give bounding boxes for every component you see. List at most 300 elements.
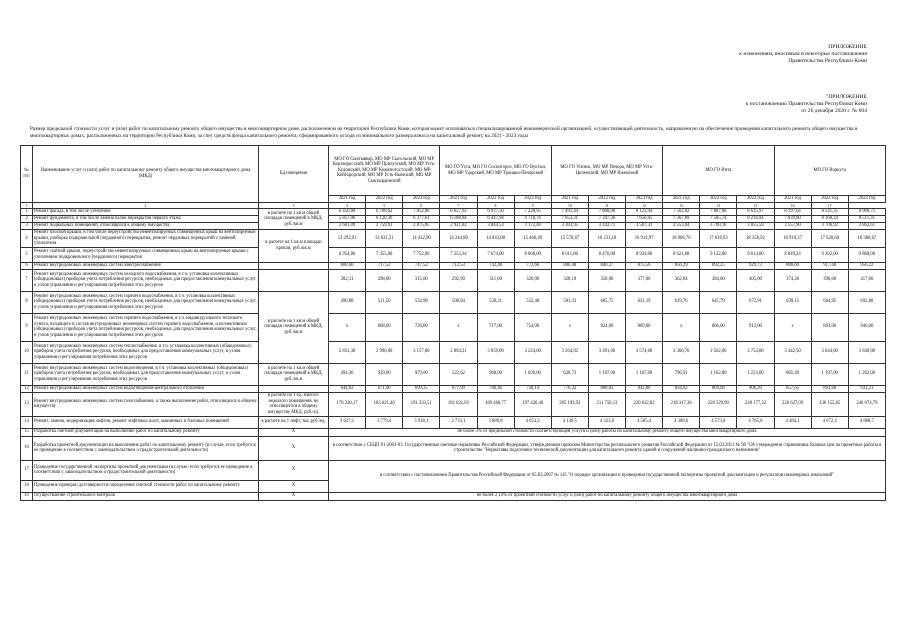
table-row [21, 313, 886, 341]
unit-of-measure: X [259, 436, 329, 460]
unit-of-measure [259, 269, 329, 291]
header-line: к изменениям, вносимым в некоторые постановления [739, 51, 867, 57]
work-name: Осуществление строительного контроля [33, 492, 259, 500]
col-header-group: МО ГО Сыктывкар, МО МР Сысольский, МО МР Корткеросский, МО МР Прилузский, МО МР Усть-Куломский, МО МР Княжпогостский, МО МР Койгородский, МО МР Усть-Вымский, МО МР Сыктывдинский [329, 146, 440, 196]
cost-value: x [329, 313, 366, 341]
table-row [21, 385, 886, 392]
cost-value: 869,68 [700, 385, 737, 392]
cost-value: 671,06 [366, 385, 403, 392]
cost-value: 8 216,94 [737, 216, 774, 223]
cost-value: 3 562,00 [700, 341, 737, 363]
cost-value: 2 681,09 [329, 223, 366, 230]
attachment-header [637, 44, 867, 65]
cost-value: 3 059,00 [477, 341, 514, 363]
cost-value: 968,00 [477, 363, 514, 385]
cost-value: 552,48 [514, 291, 551, 313]
cost-value: 940,00 [848, 313, 885, 341]
cost-value: x [440, 313, 477, 341]
unit-of-measure: X [259, 492, 329, 500]
col-header-group: МО ГО Усинск, МО МР Печора, МО МР Усть-Цилемский, МО МР Ижемский [551, 146, 662, 196]
cost-value: 7 228,95 [514, 209, 551, 216]
cost-value: 2 996,00 [366, 341, 403, 363]
cost-value: 211 750,13 [588, 392, 625, 416]
cost-value: 14 244,80 [440, 230, 477, 248]
table-row [21, 223, 886, 230]
table-row [21, 216, 886, 223]
cost-value: 824,00 [588, 313, 625, 341]
cost-value: 181 831,83 [440, 392, 477, 416]
row-number: 5 [21, 247, 33, 262]
cost-value: 639,15 [774, 291, 811, 313]
cost-value: 176 320,17 [329, 392, 366, 416]
cost-value: 742,48 [477, 262, 514, 269]
cost-value: 17 618,93 [700, 230, 737, 248]
cost-value: 326,00 [514, 269, 551, 291]
row-number: 1 [21, 209, 33, 216]
cost-value: 4 053,2 [514, 416, 551, 428]
cost-value: 3 862,61 [848, 223, 885, 230]
header-line: ПРИЛОЖЕНИЕ [828, 44, 867, 50]
column-number: 16 [774, 203, 811, 209]
cost-value: 1 197,00 [811, 363, 848, 385]
cost-value: 796,91 [663, 363, 700, 385]
cost-value: 298,00 [366, 269, 403, 291]
col-header-year: 2021 год [551, 196, 588, 203]
cost-value: 8 197,64 [774, 209, 811, 216]
cost-value: 205 193,92 [551, 392, 588, 416]
table-row [21, 341, 886, 363]
cost-value: 9 868,00 [848, 247, 885, 262]
row-number: 11 [21, 363, 33, 385]
col-header-year: 2022 год [811, 196, 848, 203]
col-header-year: 2023 год [514, 196, 551, 203]
cost-value: 688,60 [329, 262, 366, 269]
cost-value: 189 468,77 [477, 392, 514, 416]
cost-value: 692,88 [848, 291, 885, 313]
cost-value: 4 323,8 [588, 416, 625, 428]
table-row [21, 428, 886, 436]
work-name: Ремонт внутридомовых инженерных систем теплоснабжения, в т.ч. установка коллективных (общедомовых) приборов учета потребления ресурсов, необходимых для предоставления коммунальных услуг, и узлов управления и регулирования потребления этих ресурсов [33, 341, 259, 363]
cost-value: 4 505,4 [626, 416, 663, 428]
table-row [21, 230, 886, 248]
row-number: 18 [21, 480, 33, 492]
table-row [21, 269, 886, 291]
table-row [21, 436, 886, 460]
cost-value: 865,49 [774, 363, 811, 385]
row-number: 7 [21, 269, 33, 291]
cost-value: 4 672,4 [811, 416, 848, 428]
unit-of-measure: в расчете на 1 ед. жилого/нежилого помещения, не относящегося к общему имуществу МКД, руб./ед. [259, 392, 329, 416]
decree-header [637, 94, 867, 115]
cost-value: 6 718,76 [514, 216, 551, 223]
col-header-year: 2022 год [477, 196, 514, 203]
cost-value: 4 868,7 [848, 416, 885, 428]
cost-value: 292,90 [440, 269, 477, 291]
column-number: 4 [329, 203, 366, 209]
cost-value: 644,02 [329, 385, 366, 392]
col-header-year: 2021 год [329, 196, 366, 203]
cost-value: 220 622,82 [626, 392, 663, 416]
table-row [21, 209, 886, 216]
cost-value: 834,62 [663, 385, 700, 392]
cost-rule: в соответствии с постановлением Правительства Российской Федерации от 05.03.2007 № 145 "О порядке организации и проведения государственной экспертизы проектной документации и результатов инженерных изысканий" [329, 460, 886, 492]
cost-value: 3 157,00 [403, 341, 440, 363]
cost-value: 226 627,09 [774, 392, 811, 416]
cost-value: 726,00 [403, 313, 440, 341]
table-row [21, 492, 886, 500]
col-header-unit: Ед.измерения [259, 146, 329, 203]
cost-value: 706,46 [477, 385, 514, 392]
table-row [21, 363, 886, 385]
cost-value: 13 831,21 [366, 230, 403, 248]
cost-value: 3 442,50 [774, 341, 811, 363]
cost-value: 712,53 [440, 262, 477, 269]
table-row [21, 460, 886, 480]
row-number: 17 [21, 460, 33, 480]
cost-value: 619,76 [663, 291, 700, 313]
cost-value: 3 391,00 [588, 341, 625, 363]
document-intro: Размер предельной стоимости услуг и (или) работ по капитальному ремонту общего имущества в многоквартирном доме, расположенном на территории Республики Коми, которая может оплачиваться специализированной некоммерческой организацией, осуществляющей деятельность, направленную на обеспечение проведения капитального ремонта общего имущества в многоквартирных домах, расположенных на территории Республики Коми, за счет средств фонда капитального ремонта, сформированного исходя из минимального размера взноса на капитальный ремонт, на 2021 - 2023 годы [30, 126, 858, 139]
row-number: 13 [21, 392, 33, 416]
cost-value: 18 358,92 [737, 230, 774, 248]
cost-value: 7 674,00 [477, 247, 514, 262]
cost-value: 3 938,1 [403, 416, 440, 428]
cost-value: 9 362,00 [811, 247, 848, 262]
work-name: Разработка сметной документации на выполнение работ по капитальному ремонту [33, 428, 259, 436]
cost-value: 197 426,46 [514, 392, 551, 416]
cost-value: 7 052,90 [403, 209, 440, 216]
column-number: 10 [551, 203, 588, 209]
cost-value: 7 656,95 [626, 216, 663, 223]
cost-value: 8 011,80 [551, 247, 588, 262]
work-name: Ремонт внутридомовых инженерных систем газоснабжения, а также выполнение работ, относящихся к общему имуществу [33, 392, 259, 416]
cost-value: 672,91 [737, 291, 774, 313]
cost-value: 18 360,67 [848, 230, 885, 248]
cost-value: 6 450,80 [329, 209, 366, 216]
cost-value: 3 754,00 [737, 341, 774, 363]
cost-value: 857,65 [774, 385, 811, 392]
cost-value: 2 921,82 [440, 223, 477, 230]
column-number: 2 [33, 203, 259, 209]
cost-value: 3 889,8 [477, 416, 514, 428]
cost-value: 15 466,49 [514, 230, 551, 248]
cost-value: 9 122,00 [700, 247, 737, 262]
cost-value: 3 224,00 [514, 341, 551, 363]
column-number: 11 [588, 203, 625, 209]
col-header-year: 2021 год [440, 196, 477, 203]
row-number: 16 [21, 436, 33, 460]
unit-of-measure [259, 385, 329, 392]
cost-value: 866,00 [700, 313, 737, 341]
cost-value: 9 614,00 [737, 247, 774, 262]
cost-value: 17 620,60 [811, 230, 848, 248]
cost-value: 3 700,18 [700, 223, 737, 230]
row-number: 9 [21, 313, 33, 341]
cost-value: 3 172,40 [514, 223, 551, 230]
cost-value: 3 303,95 [551, 223, 588, 230]
work-name: Ремонт скатной крыши, переустройство невентилируемых совмещенных крыш на вентилируемые крыши с утеплением подкровельного (чердачного) перекрытия [33, 247, 259, 262]
cost-value: 3 855,59 [737, 223, 774, 230]
cost-value: 374,26 [774, 269, 811, 291]
cost-value: 15 578,87 [551, 230, 588, 248]
cost-value: 2 894,21 [440, 341, 477, 363]
work-name: Ремонт внутридомовых инженерных систем горячего водоснабжения, в т.ч. установка коллективных (общедомовых) приборов учета потребления ресурсов, необходимых для предоставления коммунальных услуг, и узлов управления и регулирования потребления этих ресурсов [33, 291, 259, 313]
work-name: Ремонт фундамента, в том числе замена балок перекрытия первого этажа [33, 216, 259, 223]
cost-value: 747,52 [403, 262, 440, 269]
cost-value: 16 233,18 [588, 230, 625, 248]
cost-value: 956,22 [848, 262, 885, 269]
cost-value: 7 367,89 [663, 216, 700, 223]
table-row [21, 392, 886, 416]
cost-rule: не более 3% от предельной стоимости соответствующей услуги и (или) работы по капитальному ремонту общего имущества многоквартирного дома [329, 428, 886, 436]
header-line: "ПРИЛОЖЕНИЕ [825, 94, 867, 100]
cost-value: 1 223,00 [737, 363, 774, 385]
row-number: 15 [21, 428, 33, 436]
cost-value: 522,62 [440, 363, 477, 385]
cost-value: 6 954,86 [329, 247, 366, 262]
row-number: 8 [21, 291, 33, 313]
cost-value: 893,68 [811, 385, 848, 392]
cost-value: 6 188,04 [440, 216, 477, 223]
cost-value: 8 635,97 [737, 209, 774, 216]
cost-value: 13 292,91 [329, 230, 366, 248]
cost-value: 8 123,94 [626, 209, 663, 216]
col-header-year: 2022 год [700, 196, 737, 203]
column-number: 15 [737, 203, 774, 209]
cost-value: 3 574,00 [626, 341, 663, 363]
cost-value: 842,80 [626, 385, 663, 392]
cost-value: 699,25 [403, 385, 440, 392]
cost-value: 1 020,00 [514, 363, 551, 385]
cost-value: 6 377,61 [403, 216, 440, 223]
cost-value: 2 831,38 [329, 341, 366, 363]
cost-value: 856,29 [663, 262, 700, 269]
cost-value: 1 162,00 [700, 363, 737, 385]
cost-value: 236 155,85 [811, 392, 848, 416]
cost-value: 6 657,92 [440, 209, 477, 216]
col-header-year: 2021 год [774, 196, 811, 203]
cost-value: 3 366,76 [663, 341, 700, 363]
cost-value: 3 779,4 [366, 416, 403, 428]
cost-value: 645,79 [700, 291, 737, 313]
cost-value: 4 573,0 [700, 416, 737, 428]
work-name: Ремонт фасада, в том числе утепление [33, 209, 259, 216]
col-header-year: 2023 год [403, 196, 440, 203]
cost-value: 183 621,40 [366, 392, 403, 416]
cost-value: 7 887,88 [700, 209, 737, 216]
cost-value: 14 432,90 [403, 230, 440, 248]
work-name: Ремонт, замена, модернизация лифтов, ремонт лифтовых шахт, машинных и блочных помещений [33, 416, 259, 428]
cost-value: 328,19 [551, 269, 588, 291]
cost-value: 717,00 [477, 313, 514, 341]
cost-value: 840,37 [588, 262, 625, 269]
cost-value: 688,00 [366, 313, 403, 341]
cost-value: 3 557,90 [774, 223, 811, 230]
col-header-year: 2023 год [626, 196, 663, 203]
cost-value: 581,33 [551, 291, 588, 313]
cost-value: 228 529,90 [700, 392, 737, 416]
header-line: к постановлению Правительства Республики Коми [745, 101, 867, 107]
row-number: 4 [21, 230, 33, 248]
cost-value: 6 937,50 [477, 209, 514, 216]
unit-of-measure: в расчете на 1 кв.м площади кровли, руб./кв.м [259, 230, 329, 263]
cost-value: 880,69 [774, 262, 811, 269]
unit-of-measure: в расчете на 1 кв.м общей площади помещений в МКД, руб./кв.м [259, 291, 329, 363]
cost-value: 3 044,53 [477, 223, 514, 230]
cost-value: 4 484,1 [774, 416, 811, 428]
cost-value: 7 355,00 [366, 247, 403, 262]
cost-value: 776,32 [551, 385, 588, 392]
cost-table [20, 145, 886, 501]
unit-of-measure: в расчете на 1 кв.м общей площади помещений в МКД, руб./кв.м [259, 363, 329, 385]
cost-value: 892,25 [700, 262, 737, 269]
work-name: Ремонт подвальных помещений, относящихся к общему имуществу [33, 223, 259, 230]
cost-value: 246 074,79 [848, 392, 885, 416]
cost-value: 906,20 [737, 385, 774, 392]
unit-of-measure: X [259, 460, 329, 480]
column-number: 3 [259, 203, 329, 209]
cost-value: 218 317,36 [663, 392, 700, 416]
table-row [21, 247, 886, 262]
cost-value: 913,00 [737, 313, 774, 341]
cost-value: 7 585,74 [700, 216, 737, 223]
cost-value: 508,84 [440, 291, 477, 313]
cost-value: 893,00 [811, 313, 848, 341]
row-number: 10 [21, 341, 33, 363]
cost-value: x [663, 313, 700, 341]
cost-value: 282,11 [329, 269, 366, 291]
cost-value: 1 107,00 [588, 363, 625, 385]
column-number: 14 [700, 203, 737, 209]
cost-value: 979,00 [403, 363, 440, 385]
column-number: 12 [626, 203, 663, 209]
cost-value: 3 627,1 [329, 416, 366, 428]
cost-value: 6 708,62 [366, 209, 403, 216]
row-number: 19 [21, 492, 33, 500]
cost-value: 8 621,68 [663, 247, 700, 262]
cost-value: 238 177,32 [737, 392, 774, 416]
cost-value: 3 553,04 [663, 223, 700, 230]
column-number: 1 [21, 203, 33, 209]
cost-value: 315,00 [403, 269, 440, 291]
cost-value: 8 900,71 [848, 209, 885, 216]
row-number: 3 [21, 223, 33, 230]
cost-value: 8 068,00 [514, 247, 551, 262]
header-line: Правительства Республики Коми [788, 58, 867, 64]
cost-value: 631,19 [626, 291, 663, 313]
work-name: Проведение проверки достоверности определения сметной стоимости работ по капитальному ремонту [33, 480, 259, 492]
col-header-year: 2022 год [366, 196, 403, 203]
cost-rule: в соответствии с СБЦП 81-2001-03. Государственные сметные нормативы Российской Федерации, утвержденным приказом Министерства регионального развития Российской Федерации от 12.03.2013 № 90 "Об утверждении справочника базовых цен на проектные работы в строительстве "Нормативы подготовки технической документации для капитального ремонта зданий и сооружений жилищно-гражданского назначения" [329, 436, 886, 460]
cost-value: 8 476,00 [588, 247, 625, 262]
work-name: Ремонт внутридомовых инженерных систем горячего водоснабжения, в т.ч. индивидуального теплового пункта, входящего в состав внутридомовых инженерных систем горячего водоснабжения, и коллективных (общедомовых) приборов учета потребления ресурсов, необходимых для предоставления коммунальных услуг, и узлов управления и регулирования потребления этих ресурсов [33, 313, 259, 341]
cost-value: 362,84 [663, 269, 700, 291]
cost-value: 8 541,35 [811, 209, 848, 216]
cost-value: 3 587,31 [626, 223, 663, 230]
cost-value: 494,36 [329, 363, 366, 385]
cost-value: 7 808,08 [588, 209, 625, 216]
work-name: Ремонт внутридомовых инженерных систем водоотведения, в т.ч. установка коллективных (общедомовых) приборов учета потребления ресурсов, необходимых для предоставления коммунальных услуг, и узлов управления и регулирования потребления этих ресурсов [33, 363, 259, 385]
cost-value: 8 511,31 [848, 216, 885, 223]
cost-value: 4 765,0 [737, 416, 774, 428]
cost-value: 917,68 [811, 262, 848, 269]
cost-value: 530,21 [477, 291, 514, 313]
cost-value: 875,56 [626, 262, 663, 269]
cost-value: 7 752,00 [403, 247, 440, 262]
cost-value: 4 388,6 [663, 416, 700, 428]
table-row [21, 262, 886, 269]
work-name: Ремонт внутридомовых инженерных систем электроснабжения [33, 262, 259, 269]
cost-value: 3 733,1 [440, 416, 477, 428]
cost-value: 3 706,92 [811, 223, 848, 230]
cost-value: 7 347,36 [588, 216, 625, 223]
work-name: Ремонт внутридомовых инженерных систем холодного водоснабжения, в т.ч. установка коллективных (общедомовых) приборов учета потребления ресурсов, необходимых для предоставления коммунальных услуг, и узлов управления и регулирования потребления этих ресурсов [33, 269, 259, 291]
cost-value: x [774, 313, 811, 341]
column-number: 6 [403, 203, 440, 209]
cost-value: 2 759,93 [366, 223, 403, 230]
cost-value: 532,98 [403, 291, 440, 313]
unit-of-measure [259, 262, 329, 269]
col-header-year: 2021 год [663, 196, 700, 203]
cost-value: 417,00 [848, 269, 885, 291]
cost-value: 3 204,82 [551, 341, 588, 363]
cost-value: 929,73 [737, 262, 774, 269]
col-header-year: 2023 год [737, 196, 774, 203]
cost-value: 7 562,82 [663, 209, 700, 216]
col-header-year: 2023 год [848, 196, 885, 203]
cost-value: 405,00 [737, 269, 774, 291]
cost-value: 7 053,21 [551, 216, 588, 223]
row-number: 14 [21, 416, 33, 428]
cost-value: 717,52 [366, 262, 403, 269]
unit-of-measure: X [259, 428, 329, 436]
cost-value: 628,73 [551, 363, 588, 385]
col-header-num: № п/п [21, 146, 33, 203]
cost-value: x [551, 313, 588, 341]
cost-value: 2 875,85 [403, 223, 440, 230]
work-name: Ремонт внутридомовых инженерных систем водоотведения-центрального отопления [33, 385, 259, 392]
cost-value: 490,88 [329, 291, 366, 313]
cost-value: 377,00 [626, 269, 663, 291]
cost-value: 869,00 [626, 313, 663, 341]
table-row [21, 291, 886, 313]
table-row [21, 416, 886, 428]
unit-of-measure: в расчете на 1 кв.м общей площади помещений в МКД, руб./кв.м [259, 209, 329, 230]
unit-of-measure: X [259, 480, 329, 492]
cost-value: 6 447,94 [477, 216, 514, 223]
header-line: от 26 декабря 2020 г. № 664 [801, 108, 867, 114]
cost-value: 396,00 [811, 269, 848, 291]
cost-value: 8 849,24 [774, 247, 811, 262]
row-number: 12 [21, 385, 33, 392]
cost-rule: не более 2,14% от проектной стоимости услуг и (или) работ по капитальному ремонту общего имущества многоквартирного дома [329, 492, 886, 500]
work-name: Проведение государственной экспертизы проектной документации (в случае, если требуется ее проведение в соответствии с законодательством о градостроительной деятельности) [33, 460, 259, 480]
cost-value: 736,14 [514, 385, 551, 392]
column-number: 17 [811, 203, 848, 209]
cost-value: 664,95 [811, 291, 848, 313]
row-number: 6 [21, 262, 33, 269]
cost-value: 511,50 [366, 291, 403, 313]
work-name: Разработка проектной документации на выполнение работ по капитальному ремонту (в случае, если требуется ее проведение в соответствии с законодательством о градостроительной деятельности) [33, 436, 259, 460]
cost-value: 7 253,34 [440, 247, 477, 262]
col-header-group: МО ГО Инта [663, 146, 774, 196]
cost-value: 1 262,00 [848, 363, 885, 385]
cost-value: 3 840,00 [848, 341, 885, 363]
cost-value: 6 120,36 [366, 216, 403, 223]
cost-value: 3 644,00 [811, 341, 848, 363]
cost-value: 808,83 [588, 385, 625, 392]
column-number: 13 [663, 203, 700, 209]
